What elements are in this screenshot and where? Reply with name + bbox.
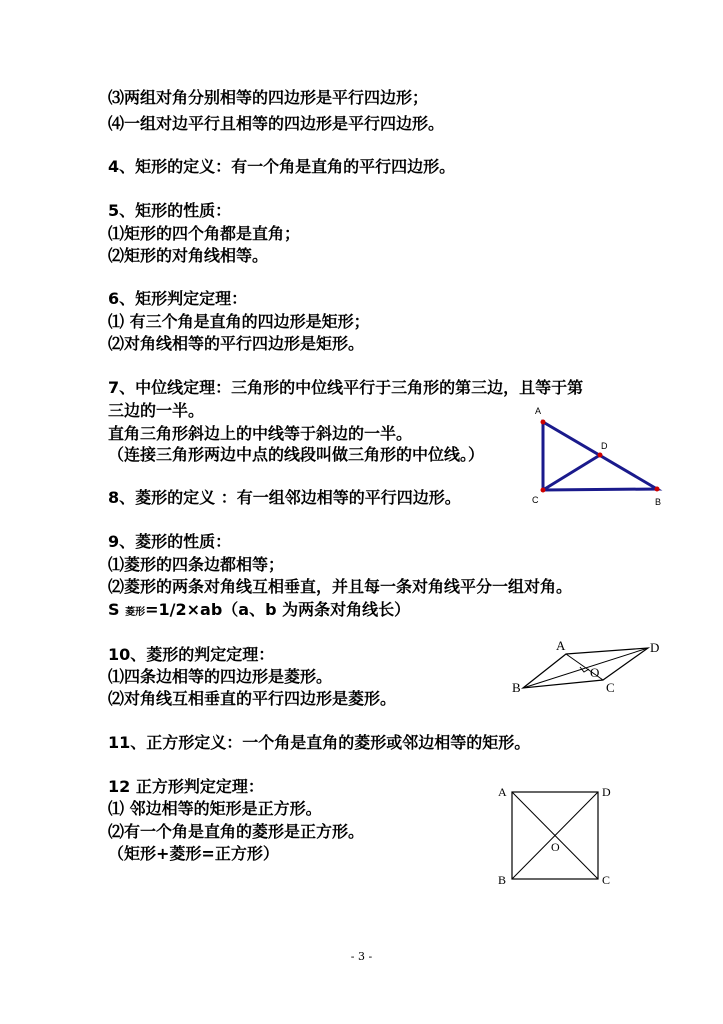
label-o: O xyxy=(590,665,600,680)
section-heading: 7、中位线定理：三角形的中位线平行于三角形的第三边，且等于第 xyxy=(108,378,584,397)
text-line: 直角三角形斜边上的中线等于斜边的一半。 xyxy=(108,424,413,443)
label-c: C xyxy=(602,873,611,887)
text-line: ⑴ 有三个角是直角的四边形是矩形； xyxy=(108,312,370,331)
text-line: ⑶两组对角分别相等的四边形是平行四边形； xyxy=(108,88,429,107)
formula-subscript: 菱形 xyxy=(125,607,146,618)
label-a: A xyxy=(498,785,507,799)
point-c xyxy=(541,488,546,493)
median-cd xyxy=(543,455,600,490)
point-a xyxy=(541,420,546,425)
section-heading: 10、菱形的判定定理： xyxy=(108,645,275,664)
text-line: （连接三角形两边中点的线段叫做三角形的中位线。） xyxy=(108,445,485,464)
text-line: ⑴矩形的四个角都是直角； xyxy=(108,224,301,243)
square-diagram xyxy=(490,780,630,895)
text-line: ⑵有一个角是直角的菱形是正方形。 xyxy=(108,822,365,841)
section-heading: 11、正方形定义：一个角是直角的菱形或邻边相等的矩形。 xyxy=(108,733,531,752)
label-c: C xyxy=(532,495,539,505)
label-d: D xyxy=(601,441,608,451)
page-number: - 3 - xyxy=(350,950,373,963)
text-line: ⑴ 邻边相等的矩形是正方形。 xyxy=(108,799,322,818)
section-heading: 8、菱形的定义 ：有一组邻边相等的平行四边形。 xyxy=(108,488,461,507)
section-heading: 5、矩形的性质： xyxy=(108,201,232,220)
point-d xyxy=(598,453,603,458)
label-a: A xyxy=(556,638,566,653)
text-line: ⑵矩形的对角线相等。 xyxy=(108,246,269,265)
label-c: C xyxy=(606,680,615,695)
text-line: ⑵对角线相等的平行四边形是矩形。 xyxy=(108,334,365,353)
section-heading: 12 正方形判定定理： xyxy=(108,777,264,796)
formula-body: =1/2×ab（a、b 为两条对角线长） xyxy=(145,600,411,619)
text-line: ⑵菱形的两条对角线互相垂直，并且每一条对角线平分一组对角。 xyxy=(108,577,573,596)
section-heading: 4、矩形的定义：有一个角是直角的平行四边形。 xyxy=(108,157,456,176)
label-d: D xyxy=(602,785,611,799)
label-d: D xyxy=(650,640,660,655)
label-o: O xyxy=(551,840,560,854)
section-heading: 6、矩形判定定理： xyxy=(108,289,248,308)
text-line: ⑵对角线互相垂直的平行四边形是菱形。 xyxy=(108,689,397,708)
text-line: ⑴四条边相等的四边形是菱形。 xyxy=(108,667,333,686)
formula-line xyxy=(108,600,410,623)
text-line: ⑴菱形的四条边都相等； xyxy=(108,555,285,574)
point-b xyxy=(655,487,660,492)
section-heading: 9、菱形的性质： xyxy=(108,532,232,551)
right-triangle-diagram xyxy=(525,400,675,510)
label-a: A xyxy=(535,406,542,416)
text-line: ⑷一组对边平行且相等的四边形是平行四边形。 xyxy=(108,114,445,133)
label-b: B xyxy=(512,680,521,695)
text-line: （矩形+菱形=正方形） xyxy=(108,844,279,863)
label-b: B xyxy=(498,873,507,887)
rhombus-diagram xyxy=(508,632,668,707)
text-line: 三边的一半。 xyxy=(108,401,205,420)
label-b: B xyxy=(655,497,662,507)
formula-prefix: S xyxy=(108,600,126,619)
